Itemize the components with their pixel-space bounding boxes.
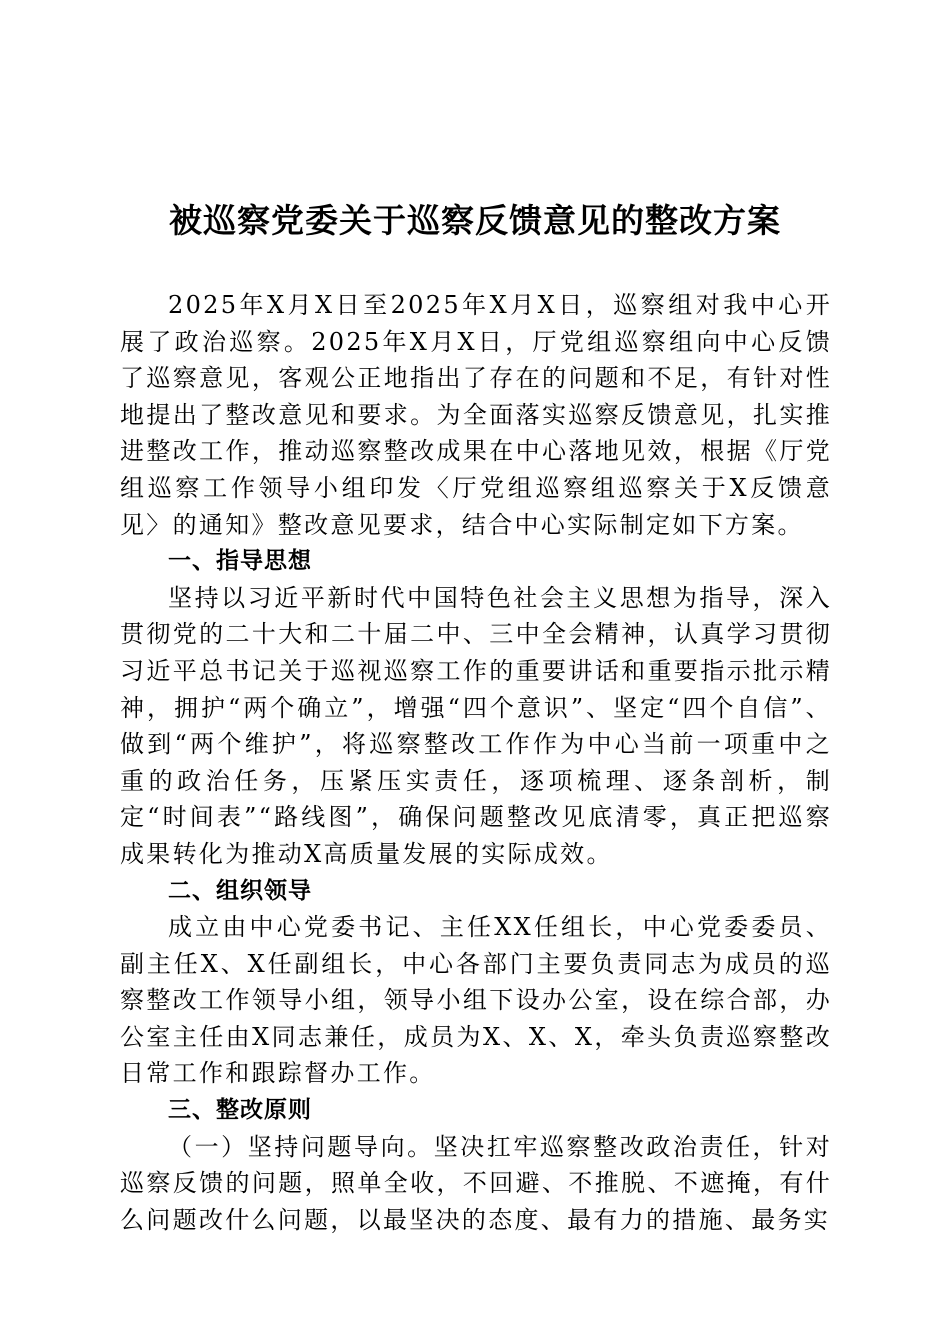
section-heading-organization: 二、组织领导 [168, 877, 312, 904]
guiding-ideology-paragraph: 坚持以习近平新时代中国特色社会主义思想为指导，深入贯彻党的二十大和二十届二中、三中全会精神，认真学习贯彻习近平总书记关于巡视巡察工作的重要讲话和重要指示批示精神，拥护“两个确立”，增强“四个意识”、坚定“四个自信”、做到“两个维护”，将巡察整改工作作为中心当前一项重中之重的政治任务，压紧压实责任，逐项梳理、逐条剖析，制定“时间表”“路线图”，确保问题整改见底清零，真正把巡察成果转化为推动X高质量发展的实际成效。 [120, 583, 832, 868]
intro-paragraph: 2025年X月X日至2025年X月X日，巡察组对我中心开展了政治巡察。2025年X月X日，厅党组巡察组向中心反馈了巡察意见，客观公正地指出了存在的问题和不足，有针对性地提出了整改意见和要求。为全面落实巡察反馈意见，扎实推进整改工作，推动巡察整改成果在中心落地见效，根据《厅党组巡察工作领导小组印发〈厅党组巡察组巡察关于X反馈意见〉的通知》整改意见要求，结合中心实际制定如下方案。 [120, 291, 832, 539]
document-body [120, 287, 832, 1238]
section-heading-guiding-ideology: 一、指导思想 [168, 548, 312, 575]
document-title: 被巡察党委关于巡察反馈意见的整改方案 [169, 201, 781, 240]
principles-paragraph: （一）坚持问题导向。坚决扛牢巡察整改政治责任，针对巡察反馈的问题，照单全收，不回避、不推脱、不遮掩，有什么问题改什么问题，以最坚决的态度、最有力的措施、最务实 [120, 1132, 832, 1234]
section-heading-principles: 三、整改原则 [168, 1097, 312, 1124]
organization-paragraph: 成立由中心党委书记、主任XX任组长，中心党委委员、副主任X、X任副组长，中心各部门主要负责同志为成员的巡察整改工作领导小组，领导小组下设办公室，设在综合部，办公室主任由X同志兼任，成员为X、X、X，牵头负责巡察整改日常工作和跟踪督办工作。 [120, 913, 832, 1088]
